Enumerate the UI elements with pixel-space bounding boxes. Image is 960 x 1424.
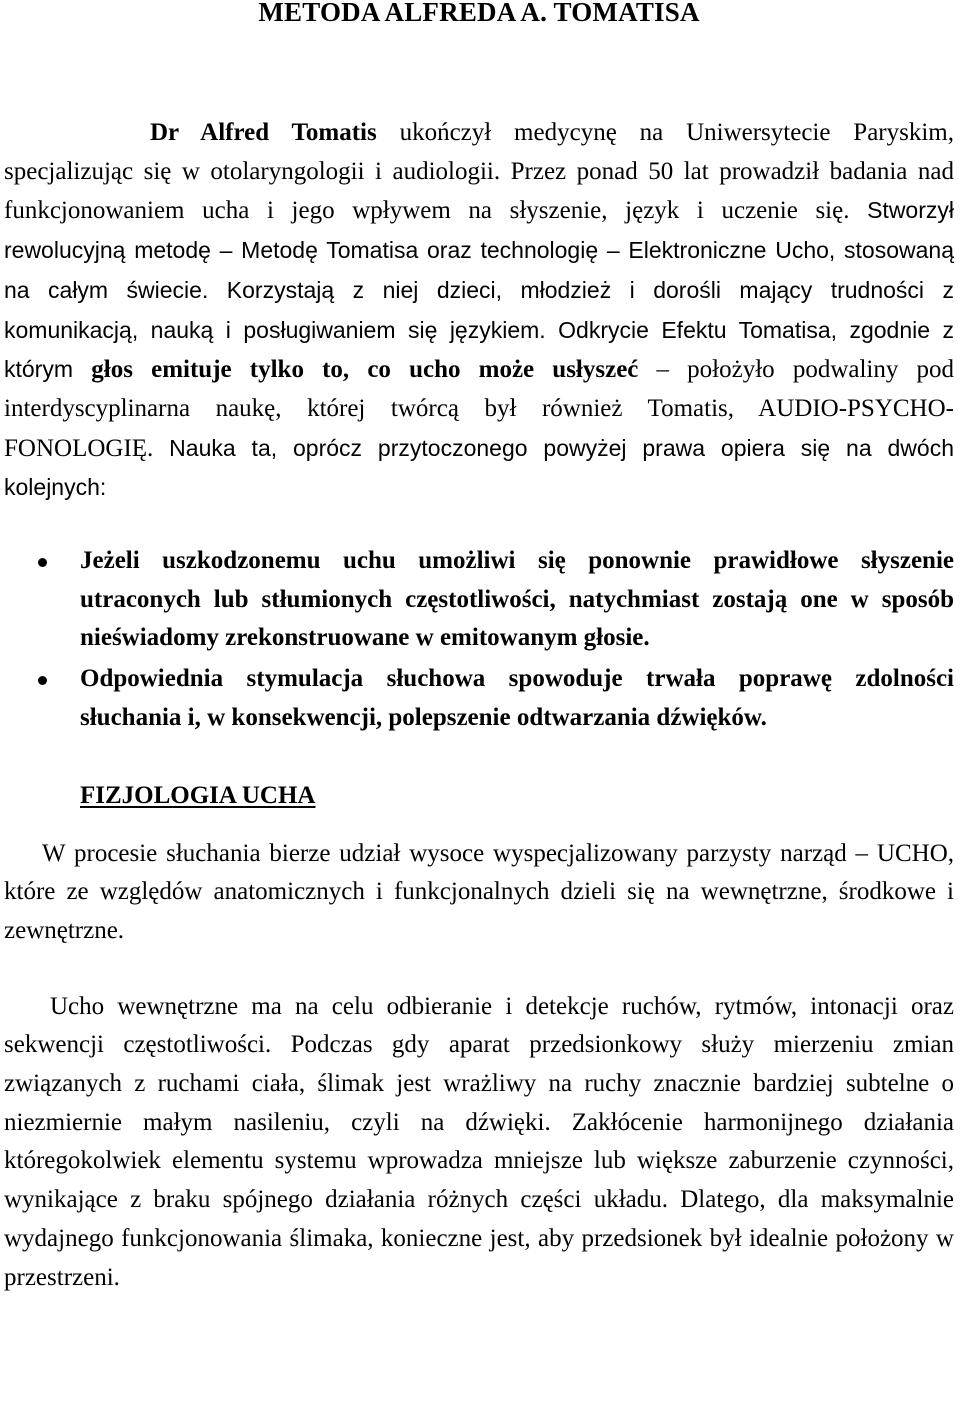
document-title: METODA ALFREDA A. TOMATISA xyxy=(258,0,700,27)
intro-text-5: Nauka ta, oprócz przytoczonego powyżej prawa opiera się na dwóch kolejnych: xyxy=(4,434,954,501)
ear-overview-paragraph: W procesie słuchania bierze udział wysoce wyspecjalizowany parzysty narząd – UCHO, które ze względów anatomicznych i funkcjonalnych dzieli się na wewnętrzne, środkowe i zewnętrzne. xyxy=(4,839,954,944)
section-heading: FIZJOLOGIA UCHA xyxy=(80,781,316,809)
bullet-icon xyxy=(38,676,47,685)
author-name: Dr Alfred Tomatis xyxy=(150,119,377,146)
document-page xyxy=(4,0,954,1297)
intro-paragraph xyxy=(4,114,954,508)
law-text: Jeżeli uszkodzonemu uchu umożliwi się ponownie prawidłowe słyszenie utraconych lub stłumionych częstotliwości, natychmiast zostają one w sposób nieświadomy zrekonstruowane w emitowanym głosie. xyxy=(80,547,954,652)
intro-text-4: – położyło podwaliny pod interdyscyplinarna naukę, której twórcą był również Tomatis, AUDIO-PSYCHO-FONOLOGIĘ. xyxy=(4,356,955,462)
list-item xyxy=(4,542,954,658)
tomatis-effect-statement: głos emituje tylko to, co ucho może usłyszeć xyxy=(91,356,639,384)
laws-list xyxy=(4,542,954,738)
bullet-icon xyxy=(38,558,47,567)
list-item xyxy=(4,660,954,737)
law-text: Odpowiednia stymulacja słuchowa spowoduje trwała poprawę zdolności słuchania i, w konsekwencji, polepszenie odtwarzania dźwięków. xyxy=(80,665,954,731)
intro-text-3: Odkrycie Efektu Tomatisa, zgodnie z którym xyxy=(4,316,954,383)
inner-ear-paragraph: Ucho wewnętrzne ma na celu odbieranie i detekcje ruchów, rytmów, intonacji oraz sekwencji częstotliwości. Podczas gdy aparat przedsionkowy służy mierzeniu zmian związanych z ruchami ciała, ślimak jest wrażliwy na ruchy znacznie bardziej subtelne o niezmiernie małym nasileniu, czyli na dźwięki. Zakłócenie harmonijnego działania któregokolwiek elementu systemu wprowadza mniejsze lub większe zaburzenie czynności, wynikające z braku spójnego działania różnych części układu. Dlatego, dla maksymalnie wydajnego funkcjonowania ślimaka, konieczne jest, aby przedsionek był idealnie położony w przestrzeni. xyxy=(4,992,954,1291)
intro-text-2: Stworzył rewolucyjną metodę – Metodę Tomatisa oraz technologię – Elektroniczne Ucho, stosowaną na całym świecie. Korzystają z niej dzieci, młodzież i dorośli mający trudności z komunikacją, nauką i posługiwaniem się językiem. xyxy=(4,197,954,343)
intro-text-1: ukończył medycynę na Uniwersytecie Paryskim, specjalizując się w otolaryngologii i audiologii. Przez ponad 50 lat prowadził badania nad funkcjonowaniem ucha i jego wpływem na słyszenie, język i uczenie się. xyxy=(4,119,954,225)
